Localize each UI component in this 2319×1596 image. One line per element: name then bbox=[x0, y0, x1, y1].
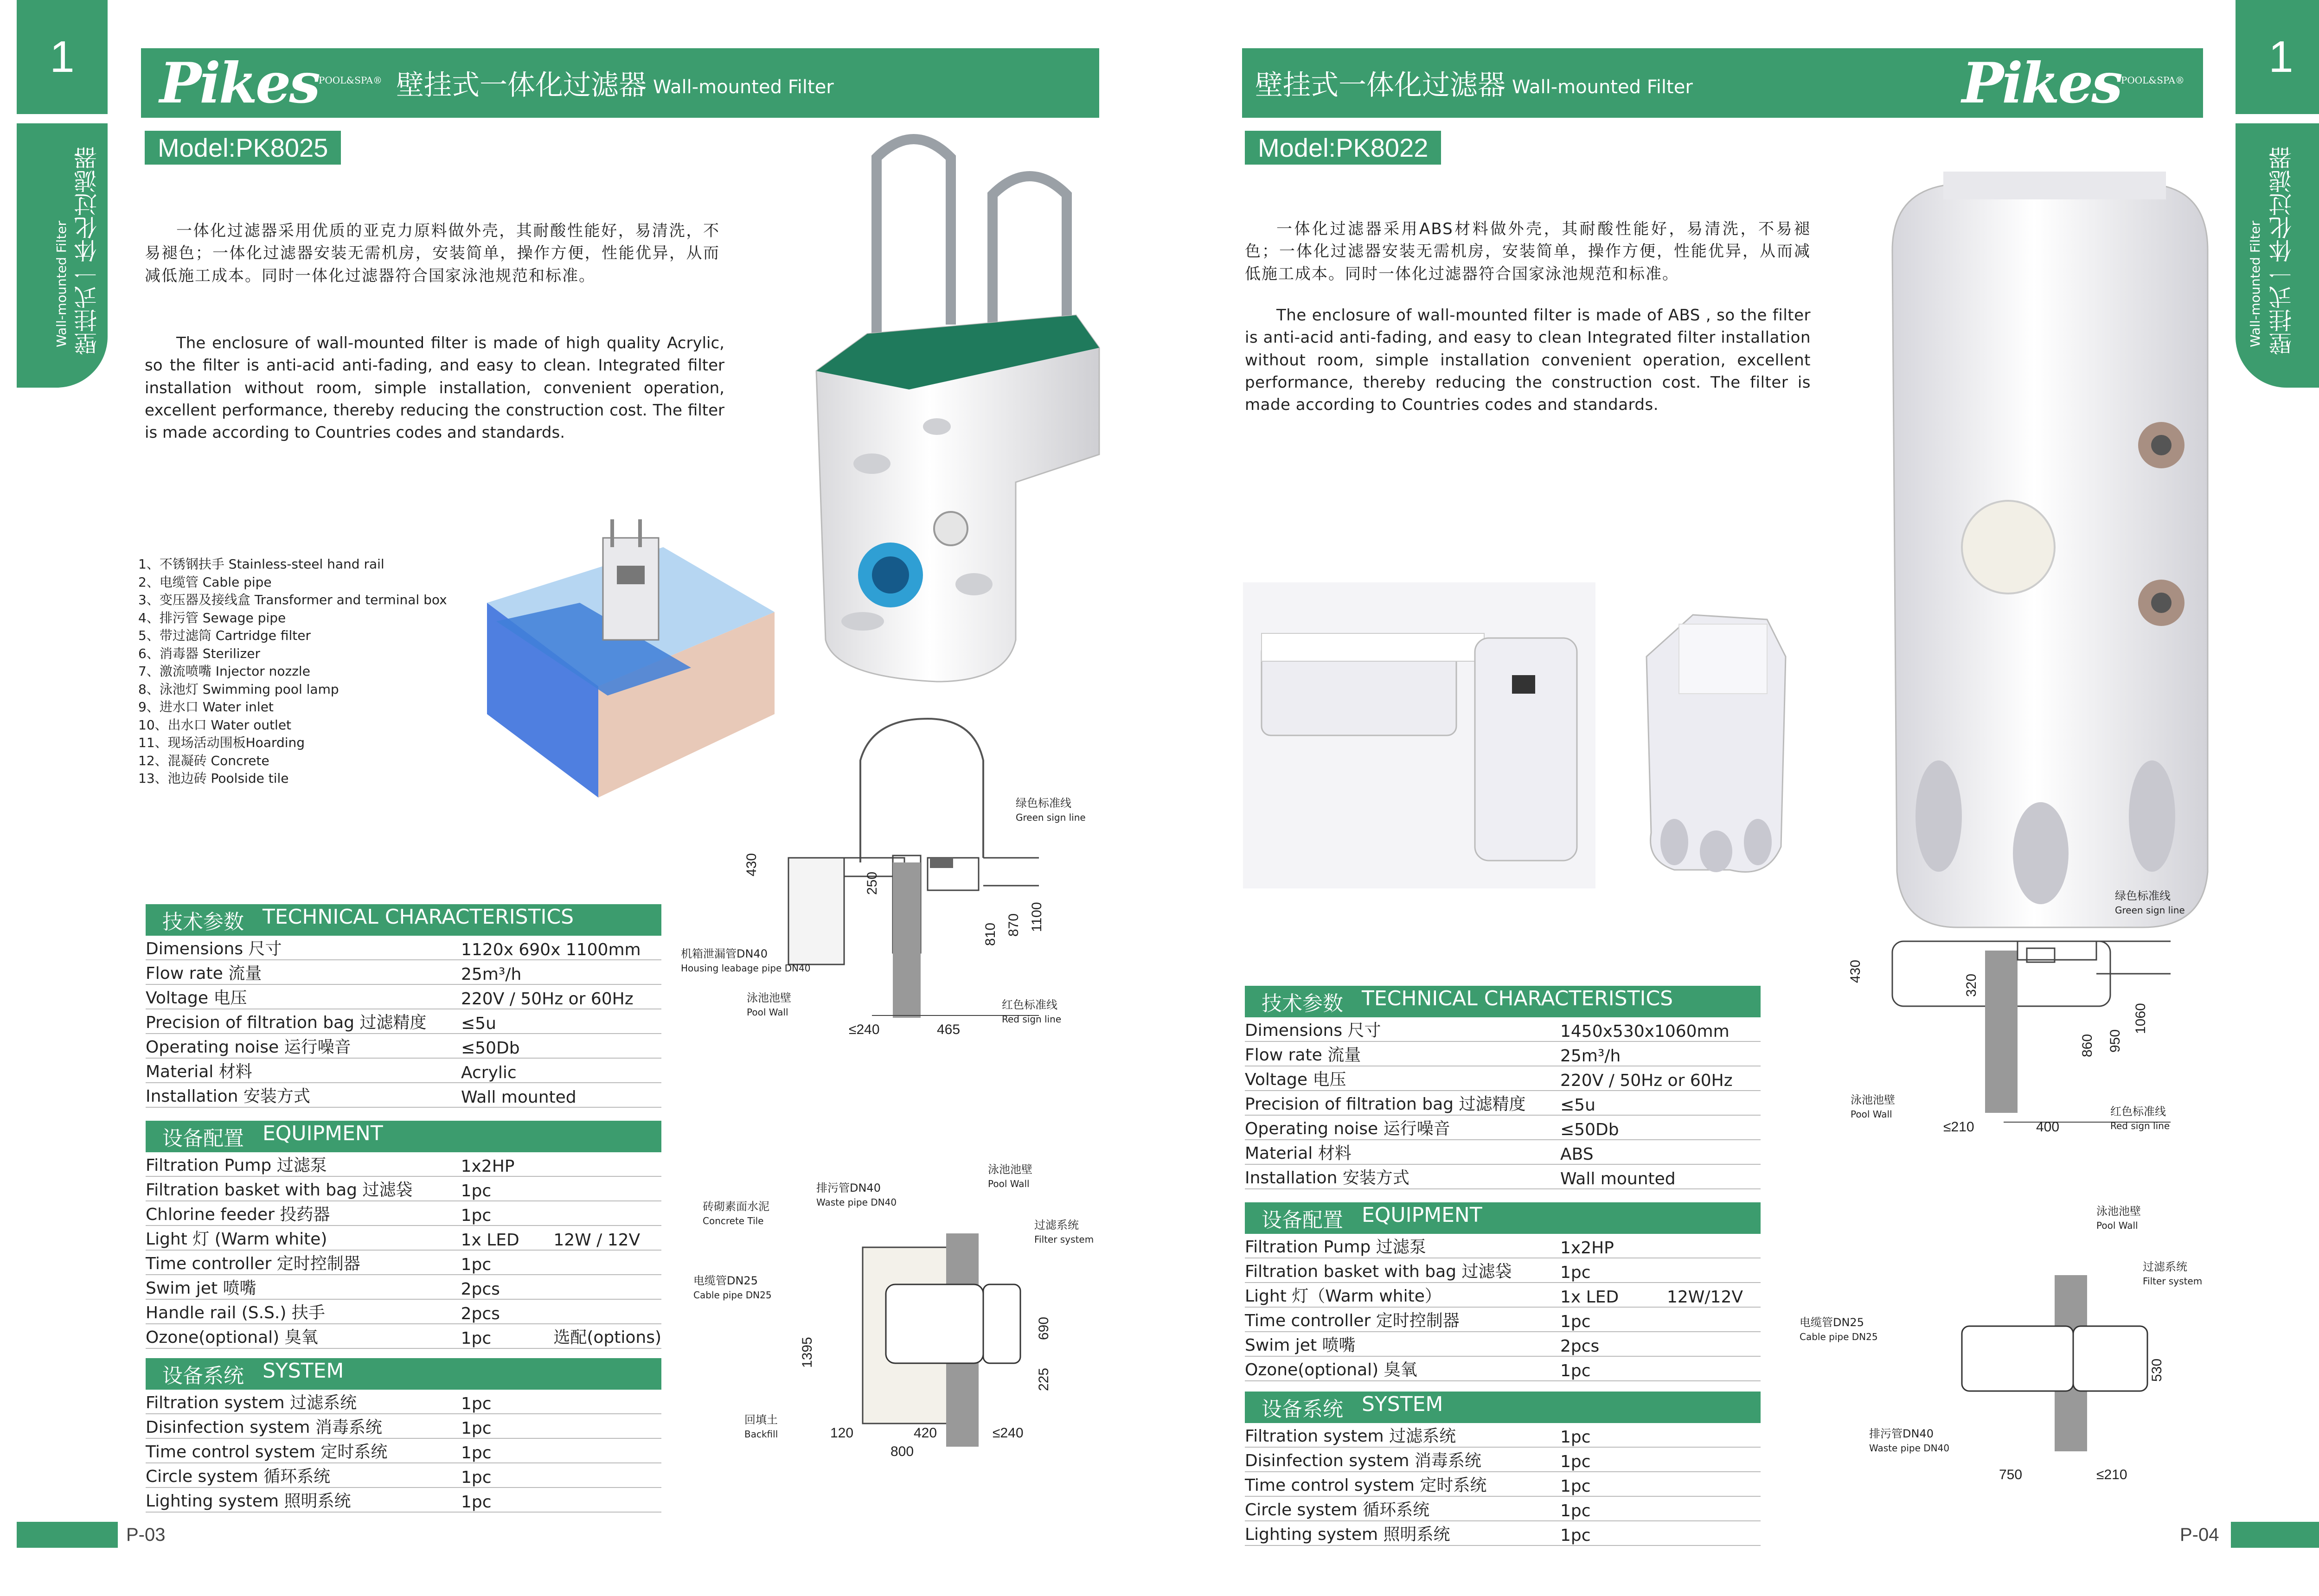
table-row: Filtration system 过滤系统 1pc bbox=[1245, 1423, 1761, 1447]
page-number-right: P-04 bbox=[2180, 1525, 2219, 1545]
waste-pipe-label-cn: 排污管DN40 bbox=[1869, 1427, 1934, 1440]
system-header: 设备系统 SYSTEM bbox=[146, 1358, 661, 1390]
waste-pipe-label-en: Waste pipe DN40 bbox=[1869, 1443, 1950, 1454]
concrete-tile-label-cn: 砖砌素面水泥 bbox=[703, 1200, 769, 1213]
waste-pipe-label-en: Waste pipe DN40 bbox=[816, 1197, 897, 1208]
banner-title-cn: 壁挂式一体化过滤器 bbox=[396, 69, 647, 102]
pool-wall-label-en: Pool Wall bbox=[1851, 1109, 1892, 1120]
table-row: Precision of filtration bag 过滤精度 ≤5u bbox=[1245, 1091, 1761, 1115]
list-item: 8、泳池灯 Swimming pool lamp bbox=[138, 681, 339, 697]
table-row: Operating noise 运行噪音 ≤50Db bbox=[146, 1034, 661, 1058]
dim-1395: 1395 bbox=[800, 1337, 815, 1368]
dim-750: 750 bbox=[1999, 1467, 2023, 1482]
parts-list bbox=[138, 555, 447, 788]
filter-system-label-cn: 过滤系统 bbox=[1034, 1219, 1079, 1232]
chapter-tab-number: 1 bbox=[17, 0, 108, 114]
list-item: 5、带过滤筒 Cartridge filter bbox=[138, 628, 311, 643]
table-row: Installation 安装方式 Wall mounted bbox=[1245, 1164, 1761, 1189]
equipment-table bbox=[1245, 1234, 1761, 1381]
footer-bar-left bbox=[17, 1522, 118, 1548]
dim-530: 530 bbox=[2149, 1358, 2165, 1382]
dim-800: 800 bbox=[890, 1444, 914, 1459]
top-view-diagram-pk8025 bbox=[686, 1164, 1104, 1470]
dim-465: 465 bbox=[937, 1022, 961, 1037]
footer-bar-right bbox=[2231, 1522, 2319, 1548]
list-item: 9、进水口 Water inlet bbox=[138, 699, 274, 715]
dim-430: 430 bbox=[1848, 959, 1863, 983]
table-row: Chlorine feeder 投药器 1pc bbox=[146, 1201, 661, 1226]
cable-pipe-label-en: Cable pipe DN25 bbox=[693, 1290, 772, 1301]
filter-system-label-en: Filter system bbox=[2143, 1276, 2203, 1287]
table-row: Filtration Pump 过滤泵 1x2HP bbox=[1245, 1234, 1761, 1258]
spec-section-left bbox=[146, 904, 661, 1513]
table-row: Filtration basket with bag 过滤袋 1pc bbox=[1245, 1258, 1761, 1283]
table-row: Light 灯 (Warm white) 1x LED 12W / 12V bbox=[146, 1226, 661, 1250]
dim-210: ≤210 bbox=[2096, 1467, 2127, 1482]
table-row: Voltage 电压 220V / 50Hz or 60Hz bbox=[1245, 1066, 1761, 1091]
dim-690: 690 bbox=[1036, 1316, 1051, 1340]
table-row: Disinfection system 消毒系统 1pc bbox=[146, 1414, 661, 1438]
list-item: 13、池边砖 Poolside tile bbox=[138, 771, 289, 786]
chapter-tab-number: 1 bbox=[2236, 0, 2319, 114]
equipment-header: 设备配置 EQUIPMENT bbox=[1245, 1202, 1761, 1234]
dim-240: ≤240 bbox=[849, 1022, 880, 1037]
table-row: Material 材料 Acrylic bbox=[146, 1058, 661, 1083]
list-item: 7、激流喷嘴 Injector nozzle bbox=[138, 664, 310, 679]
side-label-cn: 壁挂式一体化过滤器 bbox=[74, 147, 101, 355]
table-row: Ozone(optional) 臭氧 1pc 选配(options) bbox=[146, 1324, 661, 1348]
side-label-en: Wall-mounted Filter bbox=[2248, 221, 2263, 347]
table-row: Disinfection system 消毒系统 1pc bbox=[1245, 1447, 1761, 1472]
dim-1060: 1060 bbox=[2133, 1003, 2148, 1034]
table-row: Lighting system 照明系统 1pc bbox=[146, 1487, 661, 1512]
dim-120: 120 bbox=[830, 1425, 854, 1441]
dim-420: 420 bbox=[914, 1425, 937, 1441]
page-number-left: P-03 bbox=[126, 1525, 166, 1545]
model-label: Model:PK8025 bbox=[145, 131, 341, 165]
side-section-diagram-pk8025 bbox=[677, 709, 1132, 1053]
table-row: Time controller 定时控制器 1pc bbox=[146, 1250, 661, 1275]
cable-pipe-label-cn: 电缆管DN25 bbox=[1800, 1316, 1864, 1329]
pool-wall-label-cn: 泳池池壁 bbox=[1851, 1093, 1895, 1106]
table-row: Voltage 电压 220V / 50Hz or 60Hz bbox=[146, 984, 661, 1009]
pool-wall-label-cn: 泳池池壁 bbox=[747, 991, 791, 1004]
tech-header: 技术参数 TECHNICAL CHARACTERISTICS bbox=[1245, 986, 1761, 1017]
banner-title-en: Wall-mounted Filter bbox=[653, 77, 834, 98]
green-line-label-en: Green sign line bbox=[2115, 905, 2185, 916]
system-header: 设备系统 SYSTEM bbox=[1245, 1392, 1761, 1423]
table-row: Time controller 定时控制器 1pc bbox=[1245, 1307, 1761, 1332]
brand-logo: Pikes$^{POOL\&SPA®}$ bbox=[1962, 50, 2184, 116]
red-line-label-en: Red sign line bbox=[2110, 1120, 2170, 1131]
cable-pipe-label-cn: 电缆管DN25 bbox=[693, 1274, 758, 1287]
backfill-label-cn: 回填土 bbox=[744, 1413, 778, 1426]
list-item: 2、电缆管 Cable pipe bbox=[138, 574, 272, 590]
dim-430: 430 bbox=[744, 853, 759, 876]
cable-pipe-label-en: Cable pipe DN25 bbox=[1800, 1331, 1878, 1342]
equipment-header: 设备配置 EQUIPMENT bbox=[146, 1121, 661, 1152]
table-row: Dimensions 尺寸 1120x 690x 1100mm bbox=[146, 936, 661, 960]
dim-320: 320 bbox=[1964, 973, 1979, 997]
pool-wall-label-en: Pool Wall bbox=[2096, 1220, 2138, 1231]
banner-title-en: Wall-mounted Filter bbox=[1512, 77, 1693, 98]
pool-wall-label-cn: 泳池池壁 bbox=[988, 1164, 1032, 1176]
pool-wall-label-en: Pool Wall bbox=[988, 1178, 1030, 1189]
table-row: Operating noise 运行噪音 ≤50Db bbox=[1245, 1115, 1761, 1140]
table-row: Light 灯（Warm white） 1x LED 12W/12V bbox=[1245, 1283, 1761, 1307]
leak-pipe-label-cn: 机箱泄漏管DN40 bbox=[681, 947, 768, 960]
table-row: Dimensions 尺寸 1450x530x1060mm bbox=[1245, 1017, 1761, 1041]
dim-225: 225 bbox=[1036, 1367, 1051, 1391]
title-banner bbox=[141, 48, 1099, 118]
dim-400: 400 bbox=[2036, 1119, 2060, 1135]
side-chapter-label bbox=[17, 123, 108, 388]
table-row: Installation 安装方式 Wall mounted bbox=[146, 1083, 661, 1107]
product-photo-angle bbox=[1609, 582, 1823, 888]
side-label-cn: 壁挂式一体化过滤器 bbox=[2268, 147, 2295, 355]
backfill-label-en: Backfill bbox=[744, 1429, 778, 1440]
table-row: Flow rate 流量 25m³/h bbox=[146, 960, 661, 984]
table-row: Material 材料 ABS bbox=[1245, 1140, 1761, 1164]
list-item: 3、变压器及接线盒 Transformer and terminal box bbox=[138, 592, 447, 607]
description-cn: 一体化过滤器采用ABS材料做外壳，其耐酸性能好，易清洗，不易褪色；一体化过滤器安装无需机房，安装简单，操作方便，性能优异，从而减低施工成本。同时一体化过滤器符合国家泳池规范和标准。 bbox=[1245, 220, 1811, 283]
table-row: Lighting system 照明系统 1pc bbox=[1245, 1521, 1761, 1545]
title-banner bbox=[1242, 48, 2203, 118]
list-item: 4、排污管 Sewage pipe bbox=[138, 610, 286, 626]
side-chapter-label bbox=[2236, 123, 2319, 388]
list-item: 6、消毒器 Sterilizer bbox=[138, 645, 260, 661]
system-table bbox=[1245, 1423, 1761, 1546]
green-line-label-en: Green sign line bbox=[1016, 812, 1086, 823]
banner-title-cn: 壁挂式一体化过滤器 bbox=[1255, 69, 1505, 102]
list-item: 10、出水口 Water outlet bbox=[138, 717, 292, 733]
pool-wall-label-en: Pool Wall bbox=[747, 1007, 788, 1018]
top-view-diagram-pk8022 bbox=[1795, 1201, 2231, 1488]
dim-240: ≤240 bbox=[993, 1425, 1024, 1441]
pool-wall-label-cn: 泳池池壁 bbox=[2096, 1205, 2141, 1218]
table-row: Circle system 循环系统 1pc bbox=[146, 1463, 661, 1487]
table-row: Ozone(optional) 臭氧 1pc bbox=[1245, 1356, 1761, 1381]
table-row: Filtration system 过滤系统 1pc bbox=[146, 1390, 661, 1414]
dim-810: 810 bbox=[983, 922, 998, 946]
leak-pipe-label-en: Housing leabage pipe DN40 bbox=[681, 963, 811, 974]
green-line-label-cn: 绿色标准线 bbox=[1016, 797, 1071, 810]
table-row: Handle rail (S.S.) 扶手 2pcs bbox=[146, 1299, 661, 1324]
table-row: Time control system 定时系统 1pc bbox=[1245, 1472, 1761, 1496]
table-row: Time control system 定时系统 1pc bbox=[146, 1438, 661, 1463]
equipment-table bbox=[146, 1152, 661, 1349]
table-row: Swim jet 喷嘴 2pcs bbox=[1245, 1332, 1761, 1356]
model-label: Model:PK8022 bbox=[1245, 131, 1441, 165]
dim-950: 950 bbox=[2108, 1029, 2123, 1053]
dim-870: 870 bbox=[1006, 913, 1021, 937]
tech-table bbox=[146, 936, 661, 1108]
dim-210: ≤210 bbox=[1943, 1119, 1974, 1135]
table-row: Precision of filtration bag 过滤精度 ≤5u bbox=[146, 1009, 661, 1034]
system-table bbox=[146, 1390, 661, 1513]
brand-logo: Pikes$^{POOL\&SPA®}$ bbox=[160, 50, 382, 116]
table-row: Filtration Pump 过滤泵 1x2HP bbox=[146, 1152, 661, 1176]
description-en: The enclosure of wall-mounted filter is made of high quality Acrylic, so the filter is anti-acid anti-fading, and easy to clean. Integrated filter installation without room, simple installation, convenient operation, excellent performance, thereby reducing the construction cost. The filter is made according to Countries codes and standards. bbox=[145, 334, 724, 442]
product-photo-pk8025 bbox=[798, 130, 1113, 705]
spec-section-right bbox=[1245, 986, 1761, 1546]
dim-250: 250 bbox=[865, 871, 880, 895]
filter-system-label-en: Filter system bbox=[1034, 1234, 1094, 1245]
list-item: 11、现场活动围板Hoarding bbox=[138, 735, 305, 750]
table-row: Filtration basket with bag 过滤袋 1pc bbox=[146, 1176, 661, 1201]
dim-860: 860 bbox=[2080, 1034, 2095, 1057]
green-line-label-cn: 绿色标准线 bbox=[2115, 889, 2171, 902]
table-row: Flow rate 流量 25m³/h bbox=[1245, 1041, 1761, 1066]
filter-system-label-cn: 过滤系统 bbox=[2143, 1260, 2187, 1273]
dim-1100: 1100 bbox=[1029, 902, 1044, 932]
concrete-tile-label-en: Concrete Tile bbox=[703, 1215, 764, 1226]
red-line-label-cn: 红色标准线 bbox=[2110, 1105, 2166, 1118]
description-cn: 一体化过滤器采用优质的亚克力原料做外壳，其耐酸性能好，易清洗，不易褪色；一体化过滤器安装无需机房，安装简单，操作方便，性能优异，从而减低施工成本。同时一体化过滤器符合国家泳池规范和标准。 bbox=[145, 222, 720, 285]
side-section-diagram-pk8022 bbox=[1837, 881, 2236, 1159]
list-item: 1、不锈钢扶手 Stainless-steel hand rail bbox=[138, 556, 384, 572]
product-photo-pk8022 bbox=[1883, 167, 2217, 937]
tech-header: 技术参数 TECHNICAL CHARACTERISTICS bbox=[146, 904, 661, 936]
list-item: 12、混凝砖 Concrete bbox=[138, 753, 269, 768]
product-photo-side bbox=[1243, 582, 1595, 888]
red-line-label-cn: 红色标准线 bbox=[1002, 998, 1057, 1011]
side-label-en: Wall-mounted Filter bbox=[54, 221, 69, 347]
waste-pipe-label-cn: 排污管DN40 bbox=[816, 1181, 881, 1194]
table-row: Circle system 循环系统 1pc bbox=[1245, 1496, 1761, 1521]
red-line-label-en: Red sign line bbox=[1002, 1014, 1062, 1025]
tech-table bbox=[1245, 1017, 1761, 1189]
table-row: Swim jet 喷嘴 2pcs bbox=[146, 1275, 661, 1299]
description-en: The enclosure of wall-mounted filter is made of ABS , so the filter is anti-acid anti-fading, and easy to clean Integrated filter installation without room, simple installation convenient operation, excellent performance, thereby reducing the construction cost. The filter is made according to Countries codes and standards. bbox=[1245, 306, 1811, 415]
